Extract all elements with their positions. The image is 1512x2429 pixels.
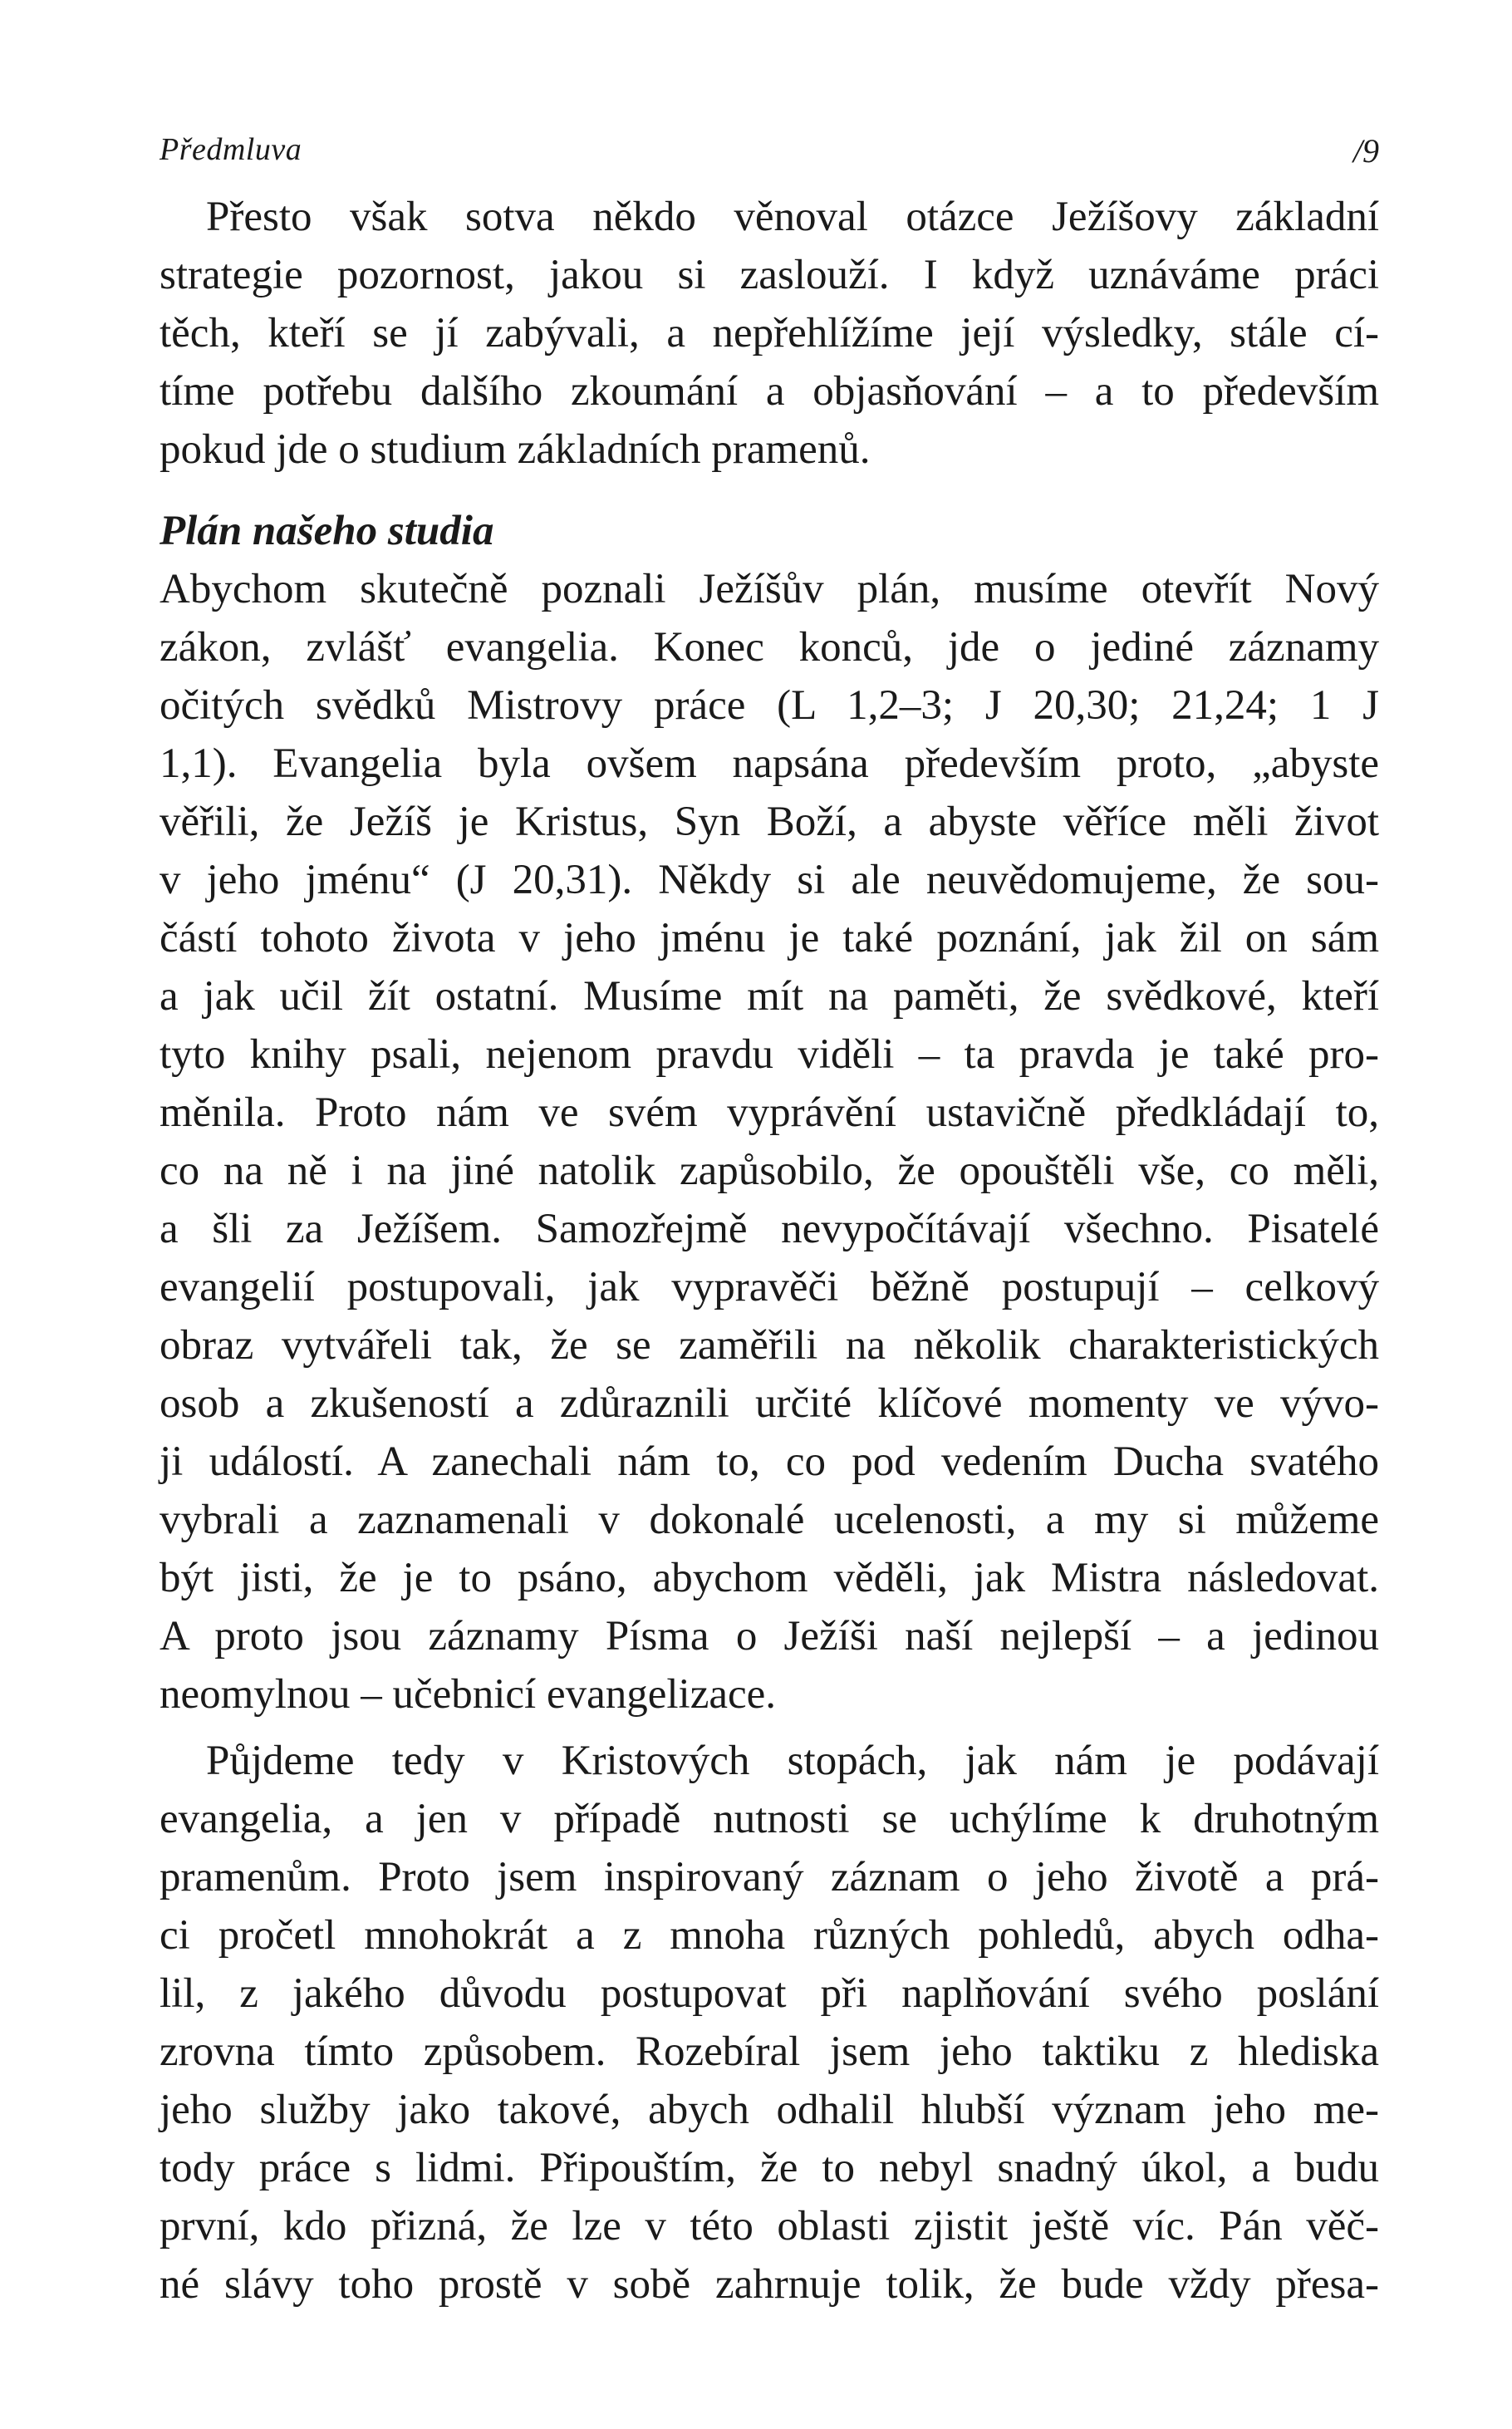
text-line: Půjdeme tedy v Kristových stopách, jak nám je podávají — [206, 1738, 1379, 1784]
text-line: první, kdo přizná, že lze v této oblasti zjistit ještě víc. Pán věč- — [160, 2203, 1379, 2250]
text-line: být jisti, že je to psáno, abychom věděli, jak Mistra následovat. — [160, 1555, 1379, 1601]
text-line: tíme potřebu dalšího zkoumání a objasňování – a to především — [160, 368, 1379, 415]
text-line: evangelií postupovali, jak vypravěči běžně postupují – celkový — [160, 1264, 1379, 1310]
text-line: očitých svědků Mistrovy práce (L 1,2–3; J 20,30; 21,24; 1 J — [160, 682, 1379, 729]
text-line: a šli za Ježíšem. Samozřejmě nevypočítávají všechno. Pisatelé — [160, 1206, 1379, 1252]
text-line: A proto jsou záznamy Písma o Ježíši naší nejlepší – a jedinou — [160, 1613, 1379, 1659]
text-line: měnila. Proto nám ve svém vyprávění ustavičně předkládají to, — [160, 1089, 1379, 1136]
text-line: ji událostí. A zanechali nám to, co pod vedením Ducha svatého — [160, 1438, 1379, 1485]
text-line: né slávy toho prostě v sobě zahrnuje tolik, že bude vždy přesa- — [160, 2261, 1379, 2308]
text-line: osob a zkušeností a zdůraznili určité klíčové momenty ve vývo- — [160, 1380, 1379, 1427]
text-line: zákon, zvlášť evangelia. Konec konců, jde o jediné záznamy — [160, 624, 1379, 671]
text-line: vybrali a zaznamenali v dokonalé ucelenosti, a my si můžeme — [160, 1497, 1379, 1543]
text-line: v jeho jménu“ (J 20,31). Někdy si ale neuvědomujeme, že sou- — [160, 857, 1379, 903]
text-line: 1,1). Evangelia byla ovšem napsána především proto, „abyste — [160, 740, 1379, 787]
paragraph — [160, 560, 1379, 1723]
text-line: neomylnou – učebnicí evangelizace. — [160, 1671, 777, 1718]
text-line: zrovna tímto způsobem. Rozebíral jsem jeho taktiku z hlediska — [160, 2028, 1379, 2075]
text-line: pokud jde o studium základních pramenů. — [160, 426, 871, 473]
section-heading: Plán našeho studia — [160, 508, 494, 554]
text-line: lil, z jakého důvodu postupovat při naplňování svého poslání — [160, 1970, 1379, 2017]
text-line: tody práce s lidmi. Připouštím, že to nebyl snadný úkol, a budu — [160, 2145, 1379, 2191]
text-line: a jak učil žít ostatní. Musíme mít na paměti, že svědkové, kteří — [160, 973, 1379, 1020]
text-line: věřili, že Ježíš je Kristus, Syn Boží, a abyste věříce měli život — [160, 799, 1379, 845]
text-line: částí tohoto života v jeho jménu je také poznání, jak žil on sám — [160, 915, 1379, 961]
page-number: /9 — [1352, 132, 1379, 170]
text-line: ci pročetl mnohokrát a z mnoha různých pohledů, abych odha- — [160, 1912, 1379, 1959]
paragraph — [160, 1732, 1379, 2313]
paragraph-gap — [160, 1723, 1379, 1732]
text-line: evangelia, a jen v případě nutnosti se uchýlíme k druhotným — [160, 1796, 1379, 1842]
text-line: co na ně i na jiné natolik zapůsobilo, že opouštěli vše, co měli, — [160, 1148, 1379, 1194]
text-line: pramenům. Proto jsem inspirovaný záznam o jeho životě a prá- — [160, 1854, 1379, 1900]
paragraph — [160, 188, 1379, 479]
body-text — [160, 188, 1379, 2313]
text-line: obraz vytvářeli tak, že se zaměřili na několik charakteristických — [160, 1322, 1379, 1369]
section-title: Předmluva — [160, 132, 302, 167]
text-line: těch, kteří se jí zabývali, a nepřehlížíme její výsledky, stále cí- — [160, 310, 1379, 356]
text-line: Přesto však sotva někdo věnoval otázce Ježíšovy základní — [206, 194, 1379, 240]
running-head — [160, 131, 1379, 181]
text-line: tyto knihy psali, nejenom pravdu viděli – ta pravda je také pro- — [160, 1031, 1379, 1078]
text-line: Abychom skutečně poznali Ježíšův plán, musíme otevřít Nový — [160, 566, 1379, 612]
text-line: jeho služby jako takové, abych odhalil hlubší význam jeho me- — [160, 2087, 1379, 2133]
text-line: strategie pozornost, jakou si zaslouží. I když uznáváme práci — [160, 252, 1379, 298]
